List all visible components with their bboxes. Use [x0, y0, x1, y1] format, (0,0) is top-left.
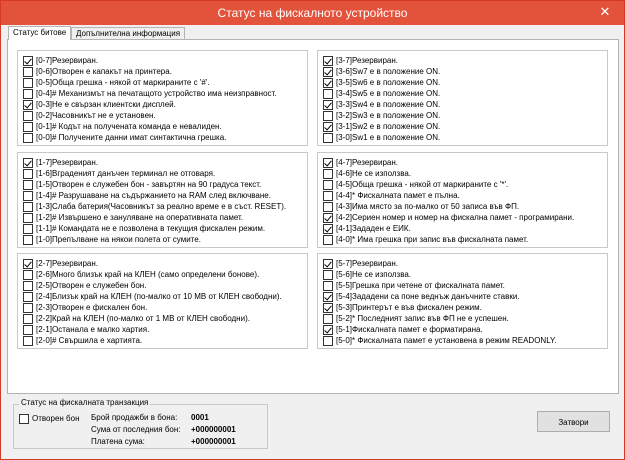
status-group-byte-2	[17, 253, 308, 349]
status-bit-label: [1-1]# Командата не е позволена в текущия фискален режим.	[36, 224, 266, 233]
status-bit-label: [0-4]# Механизмът на печатащото устройство има неизправност.	[36, 89, 277, 98]
status-bit-checkbox[interactable]	[323, 191, 333, 201]
status-bit-label: [2-6]Много близък край на КЛЕН (само определени бонове).	[36, 270, 260, 279]
paid-sum-label: Платена сума:	[91, 437, 145, 446]
status-bit-checkbox[interactable]	[323, 122, 333, 132]
status-bit-checkbox[interactable]	[23, 292, 33, 302]
status-bit-checkbox[interactable]	[323, 224, 333, 234]
status-bit-label: [4-0]* Има грешка при запис във фискалната памет.	[336, 235, 529, 244]
status-bit-checkbox[interactable]	[323, 89, 333, 99]
status-bit-checkbox[interactable]	[23, 122, 33, 132]
status-bit-label: [4-6]Не се използва.	[336, 169, 412, 178]
status-bit-checkbox[interactable]	[323, 202, 333, 212]
status-bit-checkbox[interactable]	[23, 89, 33, 99]
status-bit-label: [3-4]Sw5 е в положение ON.	[336, 89, 441, 98]
status-bit-checkbox[interactable]	[323, 303, 333, 313]
status-bit-label: [1-4]# Разрушаване на съдържанието на RAM след включване.	[36, 191, 271, 200]
tab-status-bits[interactable]: Статус битове	[8, 26, 71, 40]
open-receipt-checkbox[interactable]	[19, 414, 29, 424]
status-group-byte-5	[317, 253, 608, 349]
tab-panel-status-bits	[7, 39, 619, 394]
status-bit-label: [1-3]Слаба батерия(Часовникът за реално време е в съст. RESET).	[36, 202, 287, 211]
status-group-byte-4	[317, 152, 608, 248]
status-group-byte-1	[17, 152, 308, 248]
status-bit-label: [0-3]Не е свързан клиентски дисплей.	[36, 100, 176, 109]
status-bit-checkbox[interactable]	[323, 78, 333, 88]
status-bit-checkbox[interactable]	[323, 169, 333, 179]
status-bit-checkbox[interactable]	[23, 224, 33, 234]
status-bit-checkbox[interactable]	[323, 336, 333, 346]
status-bit-checkbox[interactable]	[323, 158, 333, 168]
status-bit-label: [5-1]Фискалната памет е форматирана.	[336, 325, 483, 334]
status-bit-checkbox[interactable]	[323, 67, 333, 77]
status-bit-checkbox[interactable]	[23, 303, 33, 313]
status-bit-label: [2-5]Отворен е служебен бон.	[36, 281, 147, 290]
status-bit-label: [1-0]Препълване на някои полета от сумите.	[36, 235, 201, 244]
sales-count-label: Брой продажби в бона:	[91, 413, 178, 422]
status-bit-label: [4-7]Резервиран.	[336, 158, 398, 167]
status-group-byte-0	[17, 50, 308, 146]
status-bit-checkbox[interactable]	[23, 270, 33, 280]
status-bit-label: [0-6]Отворен е капакът на принтера.	[36, 67, 172, 76]
transaction-status-legend: Статус на фискалната транзакция	[21, 398, 149, 407]
status-bit-checkbox[interactable]	[323, 56, 333, 66]
status-bit-checkbox[interactable]	[23, 180, 33, 190]
close-button[interactable]: Затвори	[537, 411, 610, 432]
status-bit-label: [1-5]Отворен е служебен бон - завъртян на 90 градуса текст.	[36, 180, 262, 189]
status-bit-label: [4-4]* Фискалната памет е пълна.	[336, 191, 460, 200]
status-bit-label: [0-0]# Получените данни имат синтактична грешка.	[36, 133, 227, 142]
status-bit-checkbox[interactable]	[23, 314, 33, 324]
status-bit-checkbox[interactable]	[23, 336, 33, 346]
status-bit-label: [2-3]Отворен е фискален бон.	[36, 303, 148, 312]
status-bit-label: [3-3]Sw4 е в положение ON.	[336, 100, 441, 109]
status-bit-checkbox[interactable]	[23, 213, 33, 223]
last-receipt-sum-label: Сума от последния бон:	[91, 425, 181, 434]
status-bit-checkbox[interactable]	[23, 158, 33, 168]
status-bit-checkbox[interactable]	[323, 325, 333, 335]
status-bit-checkbox[interactable]	[323, 111, 333, 121]
status-bit-checkbox[interactable]	[323, 180, 333, 190]
last-receipt-sum-value: +000000001	[191, 425, 236, 434]
status-bit-checkbox[interactable]	[23, 281, 33, 291]
status-bit-checkbox[interactable]	[23, 202, 33, 212]
status-bit-checkbox[interactable]	[323, 100, 333, 110]
status-bit-checkbox[interactable]	[323, 270, 333, 280]
status-bit-checkbox[interactable]	[23, 100, 33, 110]
tab-additional-info[interactable]: Допълнителна информация	[71, 27, 185, 40]
status-bit-label: [3-2]Sw3 е в положение ON.	[336, 111, 441, 120]
status-bit-checkbox[interactable]	[23, 169, 33, 179]
status-bit-label: [0-7]Резервиран.	[36, 56, 98, 65]
close-icon[interactable]: ✕	[599, 4, 611, 19]
status-bit-label: [5-2]* Последният запис във ФП не е успешен.	[336, 314, 509, 323]
status-bit-label: [4-3]Има място за по-малко от 50 записа във ФП.	[336, 202, 520, 211]
open-receipt-label: Отворен бон	[32, 414, 80, 423]
status-bit-label: [3-0]Sw1 е в положение ON.	[336, 133, 441, 142]
status-bit-checkbox[interactable]	[23, 111, 33, 121]
status-bit-checkbox[interactable]	[323, 213, 333, 223]
status-bit-label: [1-2]# Извършено е зануляване на оперативната памет.	[36, 213, 244, 222]
status-bit-checkbox[interactable]	[323, 259, 333, 269]
status-bit-label: [2-7]Резервиран.	[36, 259, 98, 268]
status-bit-label: [5-4]Зададени са поне веднъж данъчните ставки.	[336, 292, 520, 301]
status-bit-label: [4-2]Сериен номер и номер на фискална памет - програмирани.	[336, 213, 575, 222]
status-bit-label: [0-5]Обща грешка - някой от маркираните с '#'.	[36, 78, 210, 87]
status-bit-label: [3-1]Sw2 е в положение ON.	[336, 122, 441, 131]
status-bit-label: [0-1]# Кодът на получената команда е невалиден.	[36, 122, 222, 131]
sales-count-value: 0001	[191, 413, 209, 422]
status-bit-checkbox[interactable]	[323, 314, 333, 324]
status-bit-checkbox[interactable]	[23, 325, 33, 335]
status-bit-label: [1-6]Вграденият данъчен терминал не отговаря.	[36, 169, 216, 178]
status-group-byte-3	[317, 50, 608, 146]
status-bit-checkbox[interactable]	[23, 78, 33, 88]
status-bit-label: [4-1]Зададен е ЕИК.	[336, 224, 411, 233]
status-bit-label: [2-4]Близък край на КЛЕН (по-малко от 10 MB от КЛЕН свободни).	[36, 292, 282, 301]
status-bit-checkbox[interactable]	[23, 191, 33, 201]
status-bit-label: [3-5]Sw6 е в положение ON.	[336, 78, 441, 87]
status-bit-checkbox[interactable]	[323, 133, 333, 143]
status-bit-checkbox[interactable]	[23, 67, 33, 77]
status-bit-label: [5-7]Резервиран.	[336, 259, 398, 268]
status-bit-checkbox[interactable]	[23, 259, 33, 269]
status-bit-label: [4-5]Обща грешка - някой от маркираните с '*'.	[336, 180, 509, 189]
status-bit-label: [2-2]Край на КЛЕН (по-малко от 1 MB от КЛЕН свободни).	[36, 314, 250, 323]
status-bit-label: [5-6]Не се използва.	[336, 270, 412, 279]
status-bit-label: [2-1]Останала е малко хартия.	[36, 325, 150, 334]
status-bit-checkbox[interactable]	[23, 56, 33, 66]
status-bit-label: [1-7]Резервиран.	[36, 158, 98, 167]
status-bit-checkbox[interactable]	[23, 133, 33, 143]
status-bit-label: [3-6]Sw7 е в положение ON.	[336, 67, 441, 76]
status-bit-checkbox[interactable]	[323, 235, 333, 245]
status-bit-label: [5-5]Грешка при четене от фискалната памет.	[336, 281, 505, 290]
status-bit-checkbox[interactable]	[23, 235, 33, 245]
status-bit-label: [2-0]# Свършила е хартията.	[36, 336, 143, 345]
title-bar	[1, 1, 624, 25]
status-bit-label: [5-0]* Фискалната памет е установена в режим READONLY.	[336, 336, 557, 345]
status-bit-checkbox[interactable]	[323, 292, 333, 302]
window-title: Статус на фискалното устройство	[217, 6, 408, 20]
status-bit-label: [3-7]Резервиран.	[336, 56, 398, 65]
status-bit-checkbox[interactable]	[323, 281, 333, 291]
status-bit-label: [0-2]Часовникът не е установен.	[36, 111, 156, 120]
paid-sum-value: +000000001	[191, 437, 236, 446]
status-bit-label: [5-3]Принтерът е във фискален режим.	[336, 303, 482, 312]
